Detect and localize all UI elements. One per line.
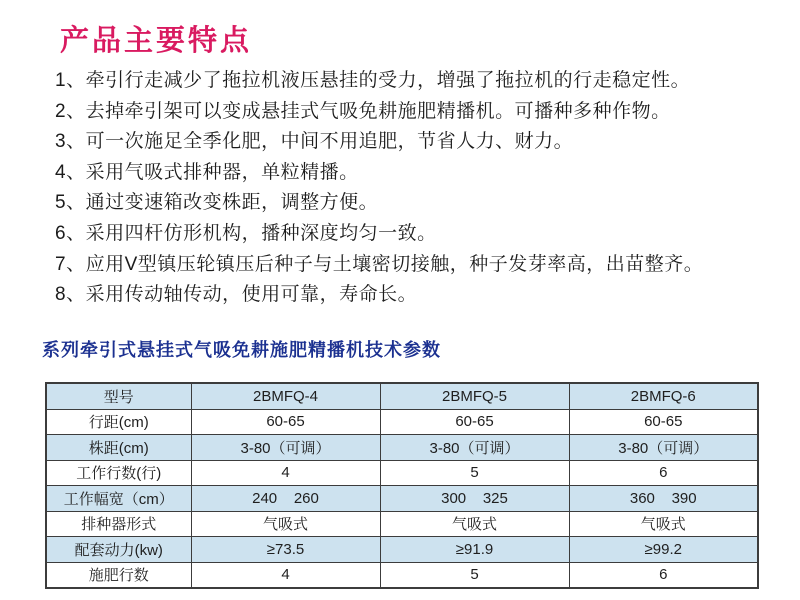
spec-value-cell: 60-65 (191, 409, 380, 435)
feature-item-1: 1、牵引行走减少了拖拉机液压悬挂的受力，增强了拖拉机的行走稳定性。 (55, 70, 691, 91)
spec-label-cell: 配套动力(kw) (46, 537, 191, 563)
feature-list (55, 66, 755, 311)
feature-item-4: 4、采用气吸式排种器，单粒精播。 (55, 161, 359, 183)
spec-label-cell: 株距(cm) (46, 435, 191, 461)
feature-item-5: 5、通过变速箱改变株距，调整方便。 (55, 192, 379, 214)
spec-row (46, 511, 758, 537)
feature-item-8: 8、采用传动轴传动，使用可靠，寿命长。 (55, 284, 418, 306)
spec-value-cell: 气吸式 (191, 511, 380, 537)
spec-row (46, 435, 758, 461)
spec-value-cell: 3-80（可调） (569, 435, 758, 461)
model-name-cell: 2BMFQ-4 (191, 383, 380, 409)
spec-value-cell: ≥99.2 (569, 537, 758, 563)
spec-header-row (46, 383, 758, 409)
spec-value-cell: 5 (380, 460, 569, 486)
spec-value-cell: 60-65 (380, 409, 569, 435)
spec-value-cell: 3-80（可调） (191, 435, 380, 461)
spec-value-cell: 4 (191, 460, 380, 486)
spec-row (46, 409, 758, 435)
spec-value-cell: 4 (191, 562, 380, 588)
spec-value-cell: 气吸式 (569, 511, 758, 537)
feature-item-2: 2、去掉牵引架可以变成悬挂式气吸免耕施肥精播机。可播种多种作物。 (55, 100, 671, 122)
feature-item-6: 6、采用四杆仿形机构，播种深度均匀一致。 (55, 222, 437, 244)
spec-value-cell: 气吸式 (380, 511, 569, 537)
feature-item-3: 3、可一次施足全季化肥，中间不用追肥，节省人力、财力。 (55, 131, 574, 153)
spec-row (46, 537, 758, 563)
spec-value-cell: 300 325 (380, 486, 569, 512)
spec-label-cell: 工作幅宽（cm） (46, 486, 191, 512)
spec-value-cell: 60-65 (569, 409, 758, 435)
page-title: 产品主要特点 (60, 23, 253, 57)
spec-table-caption: 系列牵引式悬挂式气吸免耕施肥精播机技术参数 (42, 340, 441, 360)
spec-value-cell: 6 (569, 460, 758, 486)
spec-table (45, 382, 759, 589)
spec-row (46, 486, 758, 512)
spec-value-cell: 6 (569, 562, 758, 588)
model-name-cell: 2BMFQ-5 (380, 383, 569, 409)
feature-item-7: 7、应用V型镇压轮镇压后种子与土壤密切接触，种子发芽率高，出苗整齐。 (55, 253, 704, 275)
spec-label-cell: 施肥行数 (46, 562, 191, 588)
spec-value-cell: 3-80（可调） (380, 435, 569, 461)
spec-value-cell: ≥73.5 (191, 537, 380, 563)
spec-value-cell: 5 (380, 562, 569, 588)
spec-row (46, 460, 758, 486)
spec-value-cell: 240 260 (191, 486, 380, 512)
spec-row (46, 562, 758, 588)
spec-label-cell: 行距(cm) (46, 409, 191, 435)
model-name-cell: 2BMFQ-6 (569, 383, 758, 409)
spec-label-cell: 工作行数(行) (46, 460, 191, 486)
spec-value-cell: 360 390 (569, 486, 758, 512)
spec-value-cell: ≥91.9 (380, 537, 569, 563)
model-label-cell: 型号 (46, 383, 191, 409)
spec-label-cell: 排种器形式 (46, 511, 191, 537)
